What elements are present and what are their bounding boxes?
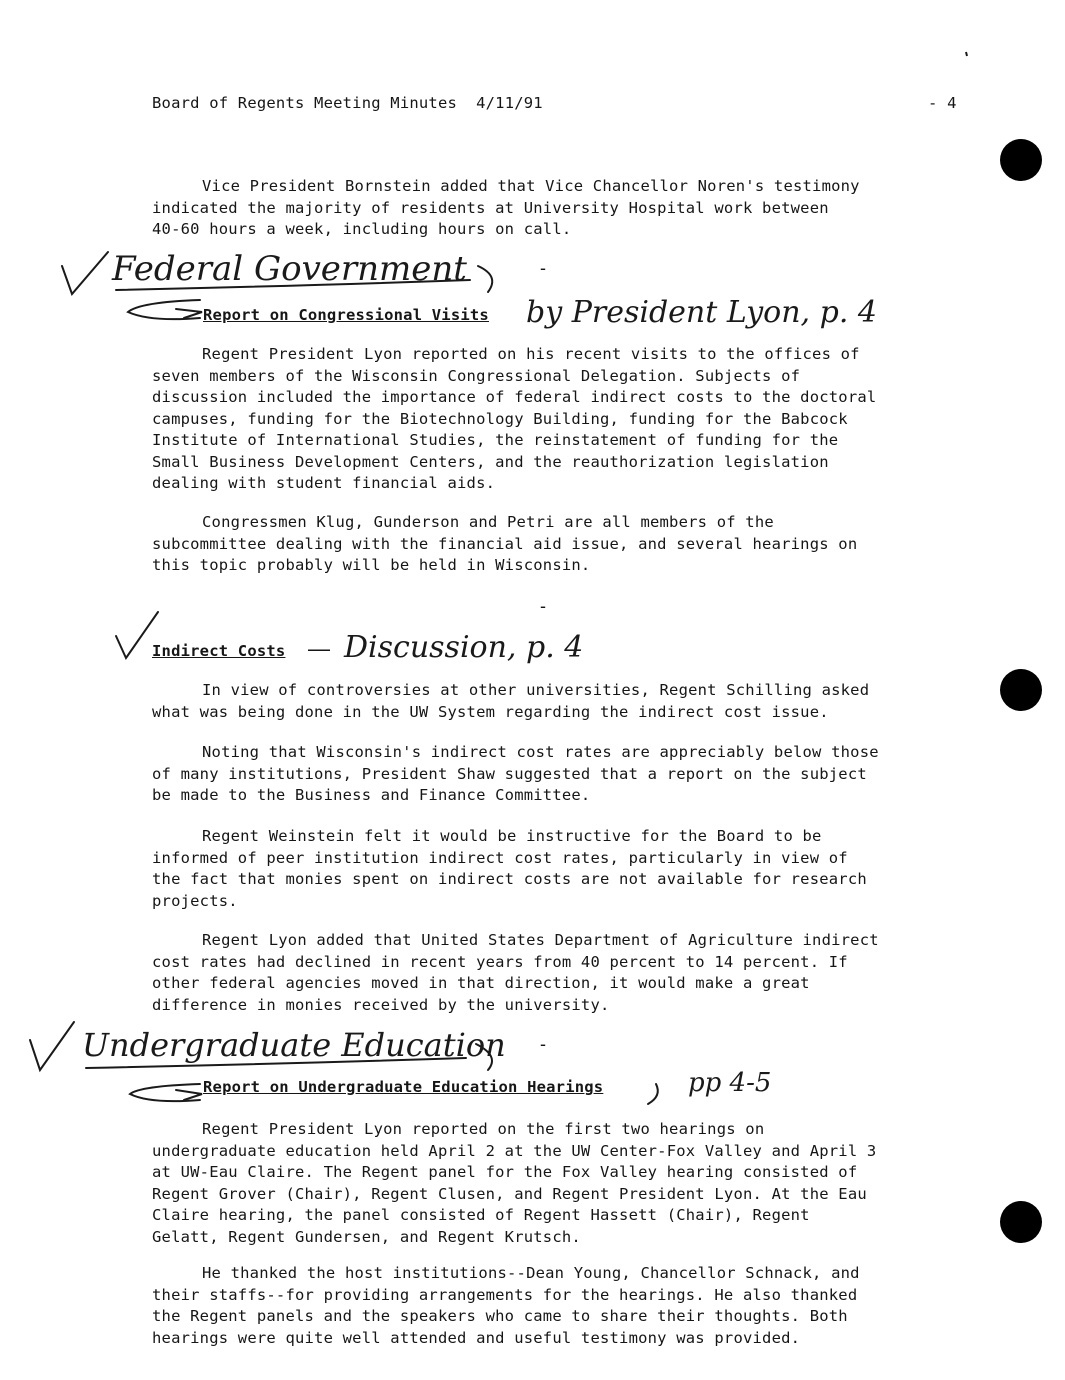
header-date: 4/11/91 bbox=[476, 94, 543, 112]
paragraph-lyon-visits: Regent President Lyon reported on his recent visits to the offices of seven members of the Wisconsin Congressional Delegation. Subjects of discussion included the importance of federal indirect costs to the doctoral campuses, funding for the Biotechnology Building, funding for the Babcock Institute of International Studies, the reinstatement of funding for the Small Business Development Centers, and the reauthorization legislation dealing with student financial aids. bbox=[152, 345, 877, 492]
page-number: - 4 bbox=[928, 94, 957, 112]
handwritten-pages: pp 4-5 bbox=[688, 1068, 772, 1098]
heading-congressional-visits: Report on Congressional Visits bbox=[203, 306, 489, 324]
check-mark-icon bbox=[30, 1022, 74, 1070]
paragraph-shaw: Noting that Wisconsin's indirect cost rates are appreciably below those of many institutions, President Shaw suggested that a report on the subject be made to the Business and Finance Committee. bbox=[152, 743, 879, 804]
paragraph-schilling: In view of controversies at other universities, Regent Schilling asked what was being done in the UW System regarding the indirect cost issue. bbox=[152, 681, 870, 721]
paragraph-bornstein: Vice President Bornstein added that Vice Chancellor Noren's testimony indicated the majority of residents at University Hospital work between 40-60 hours a week, including hours on call. bbox=[152, 177, 860, 238]
paragraph-weinstein: Regent Weinstein felt it would be instructive for the Board to be informed of peer institution indirect cost rates, particularly in view of the fact that monies spent on indirect costs are not available for research projects. bbox=[152, 827, 867, 910]
handwritten-federal-government: Federal Government bbox=[112, 249, 467, 289]
margin-dash: - bbox=[540, 258, 546, 278]
header-title: Board of Regents Meeting Minutes bbox=[152, 94, 458, 112]
handwritten-discussion: Discussion, p. 4 bbox=[344, 630, 584, 665]
check-mark-icon bbox=[116, 612, 158, 658]
heading-undergraduate-hearings: Report on Undergraduate Education Hearings bbox=[203, 1078, 604, 1096]
paragraph-congressmen: Congressmen Klug, Gunderson and Petri are all members of the subcommittee dealing with the financial aid issue, and several hearings on this topic probably will be held in Wisconsin. bbox=[152, 513, 858, 574]
paragraph-hearings: Regent President Lyon reported on the first two hearings on undergraduate education held April 2 at the UW Center-Fox Valley and April 3 at UW-Eau Claire. The Regent panel for the Fox Valley hearing consisted of Regent Grover (Chair), Regent Clusen, and Regent President Lyon. At the Eau Claire hearing, the panel consisted of Regent Hassett (Chair), Regent Gelatt, Regent Gundersen, and Regent Krutsch. bbox=[152, 1120, 877, 1246]
check-mark-icon bbox=[62, 252, 108, 294]
margin-dash: - bbox=[540, 596, 546, 616]
margin-dash: - bbox=[540, 1034, 546, 1054]
handwritten-undergraduate-education: Undergraduate Education bbox=[82, 1026, 506, 1064]
heading-indirect-costs: Indirect Costs bbox=[152, 642, 286, 660]
paragraph-thanks: He thanked the host institutions--Dean Young, Chancellor Schnack, and their staffs--for providing arrangements for the hearings. He also thanked the Regent panels and the speakers who came to share their thoughts. Both hearings were quite well attended and useful testimony was provided. bbox=[152, 1264, 860, 1347]
handwritten-by-president-lyon: by President Lyon, p. 4 bbox=[526, 295, 877, 330]
paragraph-usda: Regent Lyon added that United States Department of Agriculture indirect cost rates had declined in recent years from 40 percent to 14 percent. If other federal agencies moved in that direction, it would make a great difference in monies received by the university. bbox=[152, 931, 879, 1014]
heading-dash: — bbox=[308, 636, 330, 661]
